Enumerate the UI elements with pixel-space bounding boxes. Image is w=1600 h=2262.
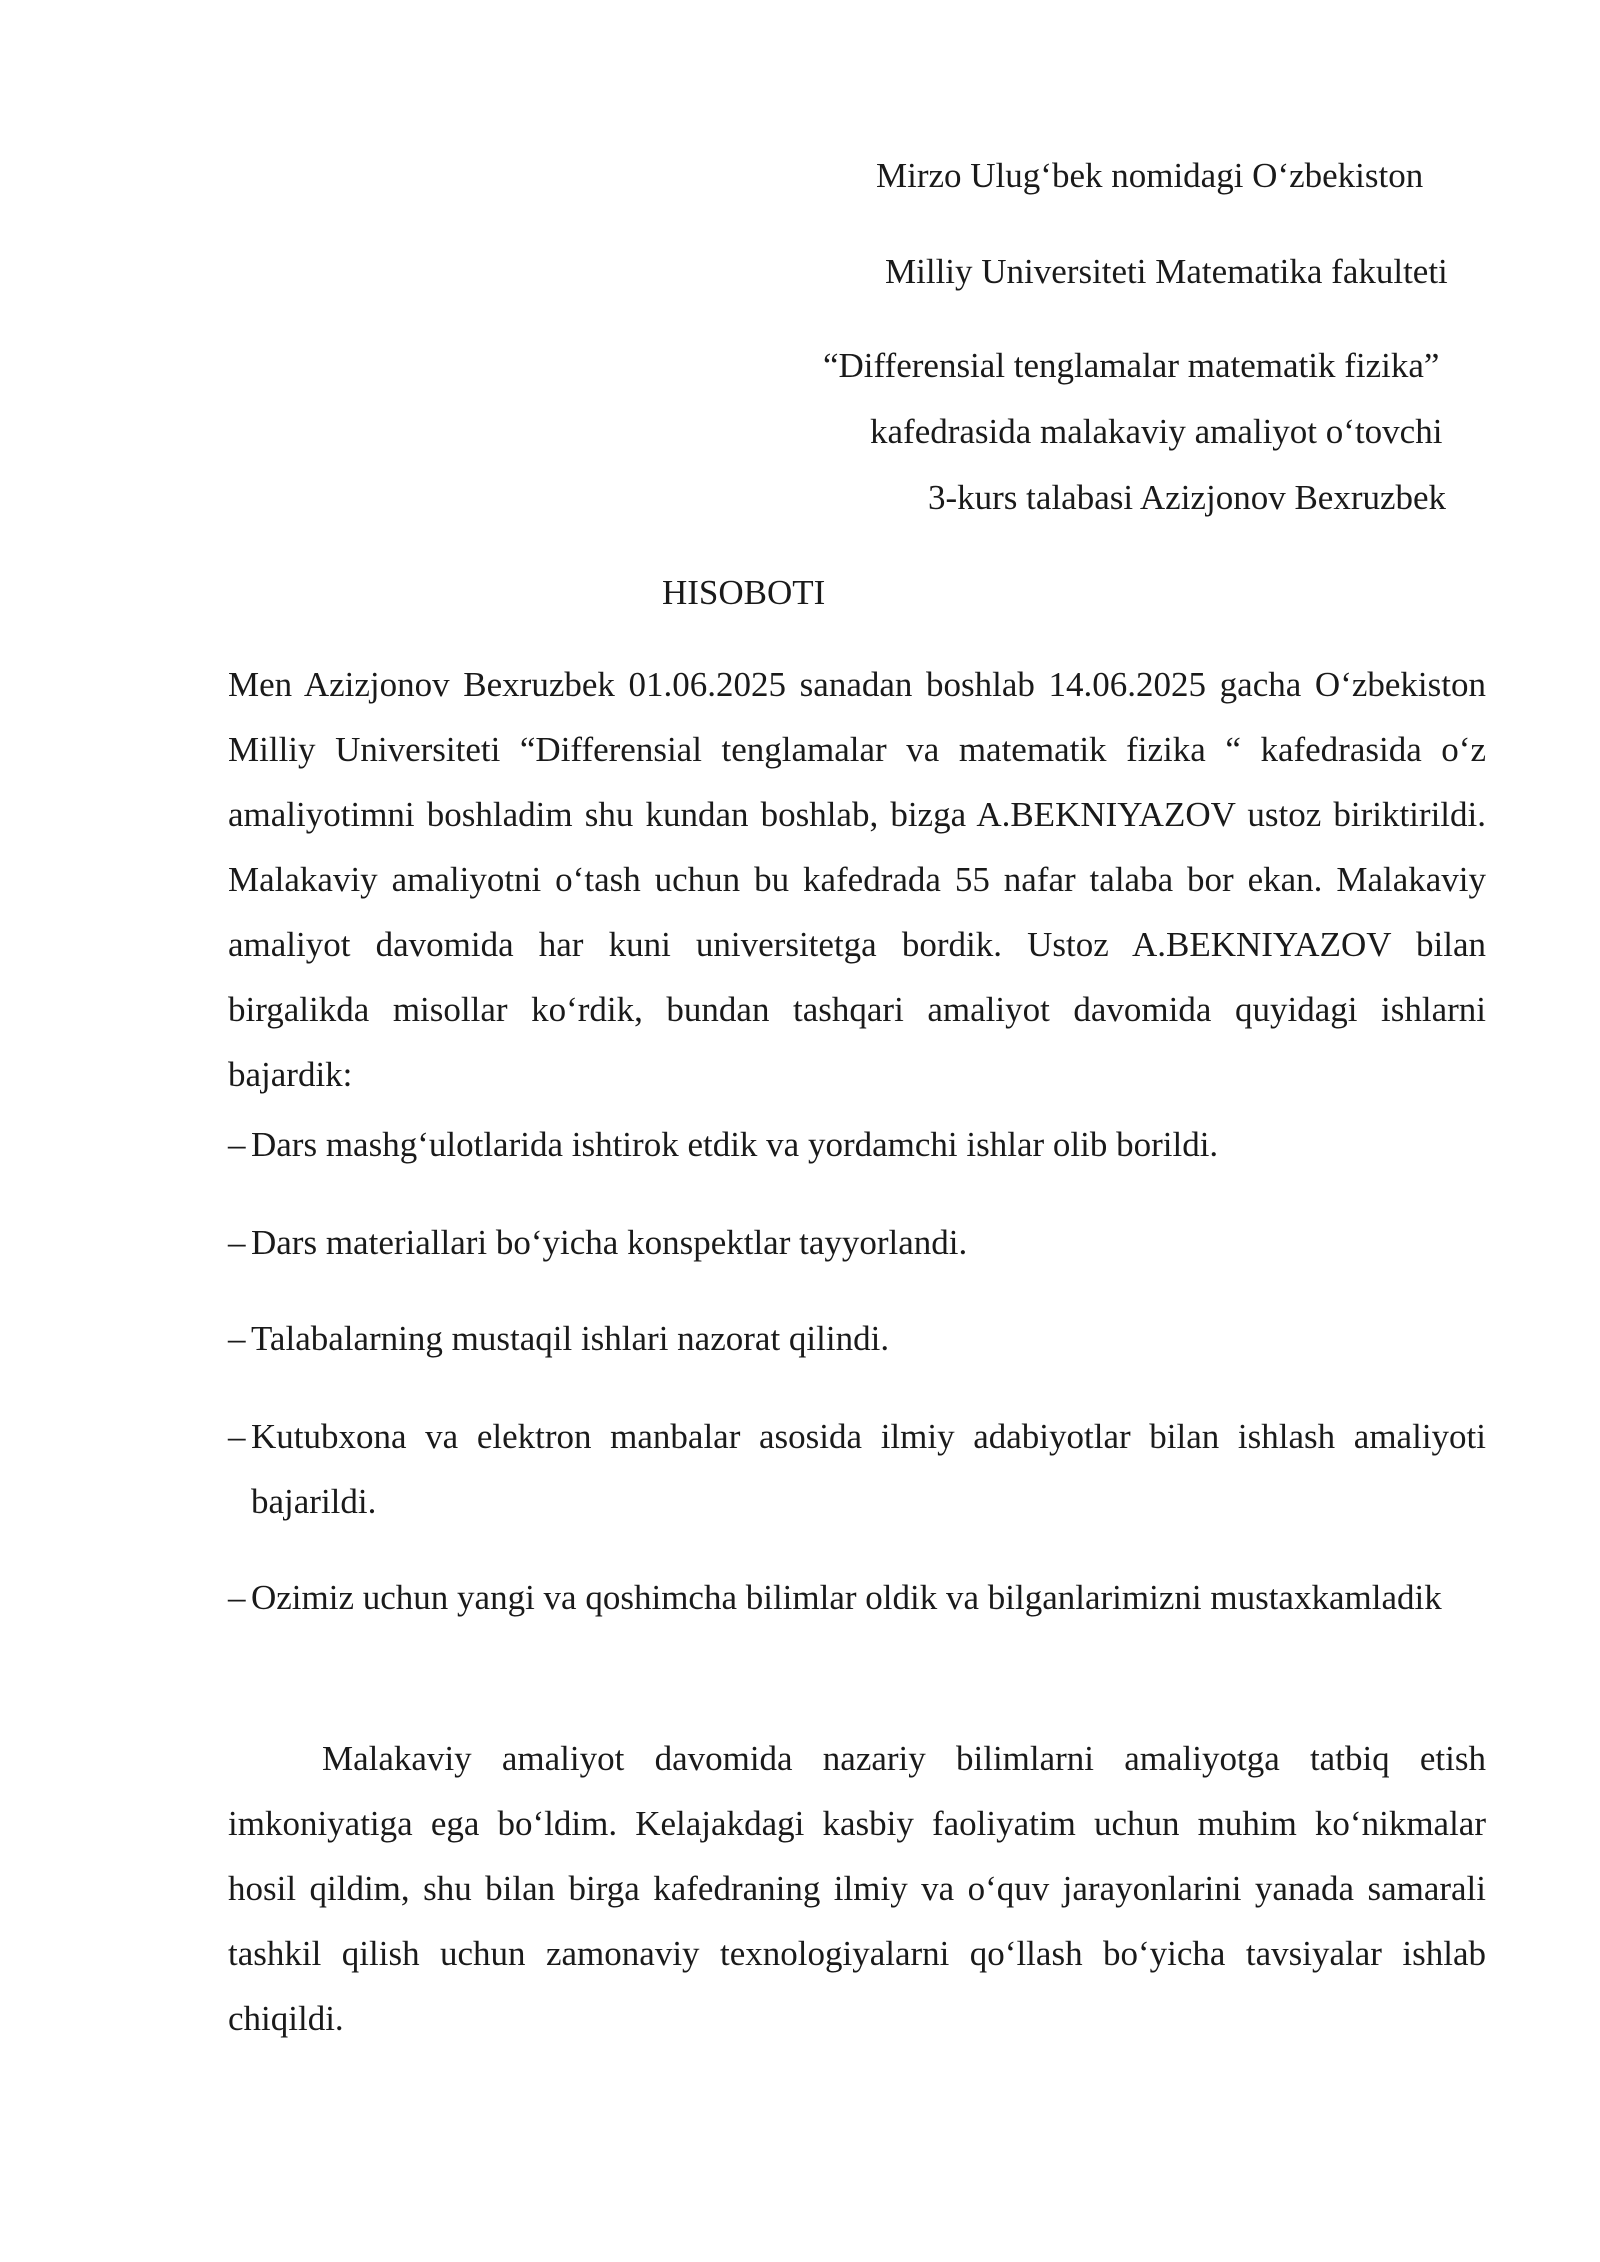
bullet-dash: – bbox=[228, 1223, 246, 1262]
header-line-practice: kafedrasida malakaviy amaliyot o‘tovchi bbox=[870, 412, 1443, 451]
header-line-faculty: Milliy Universiteti Matematika fakulteti bbox=[885, 252, 1448, 291]
bullet-text: Ozimiz uchun yangi va qoshimcha bilimlar oldik va bilganlarimizni mustaxkamladik bbox=[251, 1578, 1442, 1617]
bullet-item bbox=[228, 1210, 1486, 1275]
bullet-item bbox=[228, 1306, 1486, 1371]
bullet-text: Kutubxona va elektron manbalar asosida ilmiy adabiyotlar bilan ishlash amaliyoti bajarildi. bbox=[251, 1417, 1486, 1521]
bullet-dash: – bbox=[228, 1125, 246, 1164]
bullet-item bbox=[228, 1112, 1486, 1177]
intro-paragraph: Men Azizjonov Bexruzbek 01.06.2025 sanadan boshlab 14.06.2025 gacha O‘zbekiston Milliy Universiteti “Differensial tenglamalar va matematik fizika “ kafedrasida o‘z amaliyotimni boshladim shu kundan boshlab, bizga A.BEKNIYAZOV ustoz biriktirildi. Malakaviy amaliyotni o‘tash uchun bu kafedrada 55 nafar talaba bor ekan. Malakaviy amaliyot davomida har kuni universitetga bordik. Ustoz A.BEKNIYAZOV bilan birgalikda misollar ko‘rdik, bundan tashqari amaliyot davomida quyidagi ishlarni bajardik: bbox=[228, 665, 1486, 1094]
bullet-dash: – bbox=[228, 1319, 246, 1358]
bullet-dash: – bbox=[228, 1578, 246, 1617]
header-line-department: “Differensial tenglamalar matematik fizika” bbox=[823, 346, 1440, 385]
conclusion-paragraph: Malakaviy amaliyot davomida nazariy bilimlarni amaliyotga tatbiq etish imkoniyatiga ega bo‘ldim. Kelajakdagi kasbiy faoliyatim uchun muhim ko‘nikmalar hosil qildim, shu bilan birga kafedraning ilmiy va o‘quv jarayonlarini yanada samarali tashkil qilish uchun zamonaviy texnologiyalarni qo‘llash bo‘yicha tavsiyalar ishlab chiqildi. bbox=[228, 1739, 1486, 2038]
bullet-text: Talabalarning mustaqil ishlari nazorat qilindi. bbox=[251, 1319, 890, 1358]
bullet-item bbox=[228, 1565, 1486, 1630]
bullet-item bbox=[228, 1404, 1486, 1534]
header-line-student: 3-kurs talabasi Azizjonov Bexruzbek bbox=[928, 478, 1447, 517]
bullet-text: Dars mashg‘ulotlarida ishtirok etdik va yordamchi ishlar olib borildi. bbox=[251, 1125, 1219, 1164]
bullet-text: Dars materiallari bo‘yicha konspektlar tayyorlandi. bbox=[251, 1223, 968, 1262]
header-line-university: Mirzo Ulug‘bek nomidagi O‘zbekiston bbox=[876, 156, 1424, 195]
document-title: HISOBOTI bbox=[662, 573, 826, 612]
bullet-dash: – bbox=[228, 1417, 246, 1456]
